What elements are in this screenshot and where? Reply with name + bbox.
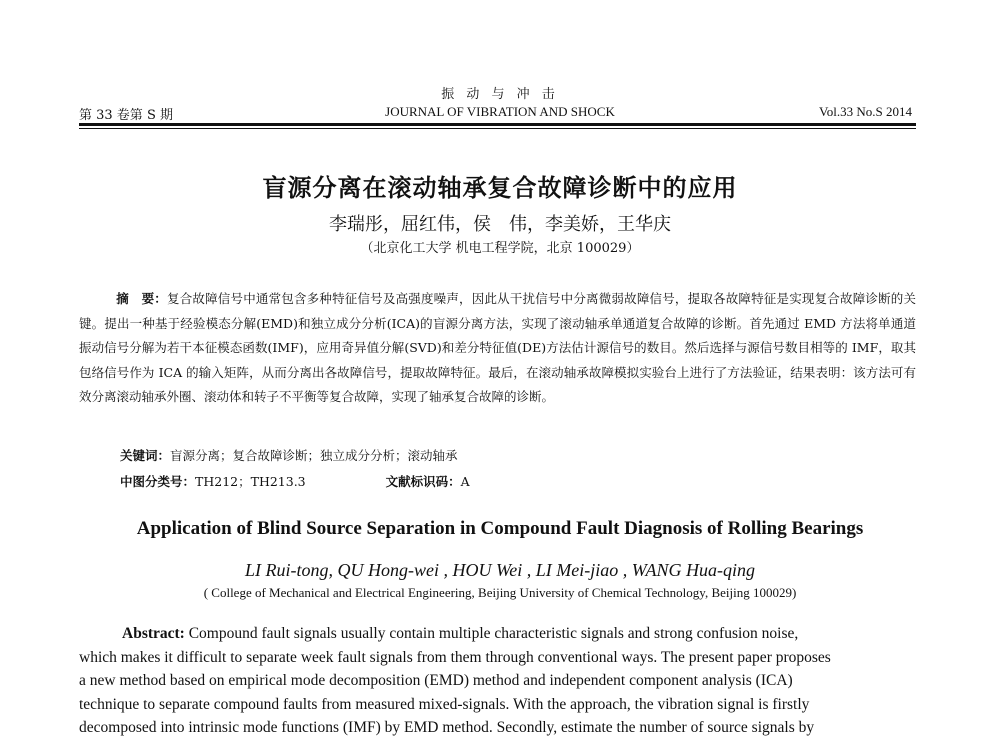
keywords-label: 关键词： <box>120 448 171 463</box>
abstract-cn-label: 摘 要： <box>116 291 167 306</box>
paper-title-en: Application of Blind Source Separation in Compound Fault Diagnosis of Rolling Bearings <box>136 518 864 539</box>
keywords-text: 盲源分离；复合故障诊断；独立成分分析；滚动轴承 <box>170 448 458 463</box>
authors-en: LI Rui-tong, QU Hong-wei , HOU Wei , LI Mei-jiao , WANG Hua-qing <box>244 560 756 580</box>
header-rule-thick <box>79 123 916 126</box>
volume-info: Vol.33 No.S 2014 <box>819 104 912 119</box>
doc-code-label: 文献标识码： <box>385 474 461 489</box>
abstract-en <box>79 622 916 740</box>
abstract-en-line: decomposed into intrinsic mode functions (IMF) by EMD method. Secondly, estimate the number of source signals by <box>79 719 815 736</box>
keywords-cn <box>120 446 458 464</box>
header-rule-thin <box>79 128 916 129</box>
abstract-en-line: which makes it difficult to separate week fault signals from them through conventional ways. The present paper proposes <box>79 648 831 666</box>
abstract-en-line: technique to separate compound faults from measured mixed-signals. With the approach, the vibration signal is firstly <box>79 695 810 713</box>
journal-name-en: JOURNAL OF VIBRATION AND SHOCK <box>385 104 615 119</box>
classification-label: 中图分类号： <box>120 474 196 489</box>
journal-name-cn: 振 动 与 冲 击 <box>441 87 559 102</box>
abstract-en-line: a new method based on empirical mode decomposition (EMD) method and independent component analysis (ICA) <box>79 672 793 689</box>
paper-title-cn: 盲源分离在滚动轴承复合故障诊断中的应用 <box>262 174 738 202</box>
affiliation-en: ( College of Mechanical and Electrical Engineering, Beijing University of Chemical Technology, Beijing 100029) <box>203 585 797 600</box>
abstract-en-line: Abstract: Compound fault signals usually contain multiple characteristic signals and strong confusion noise, <box>122 625 799 642</box>
abstract-en-label: Abstract: <box>122 625 185 642</box>
classification-line <box>120 472 470 490</box>
classification-value: TH212；TH213.3 <box>195 474 306 489</box>
authors-cn: 李瑞彤，屈红伟，侯 伟，李美娇，王华庆 <box>329 214 671 235</box>
abstract-cn <box>79 287 916 410</box>
affiliation-cn: （北京化工大学 机电工程学院，北京 100029） <box>360 241 640 256</box>
doc-code-value: A <box>460 474 470 489</box>
issue-cn: 第 33 卷第 S 期 <box>79 108 173 123</box>
abstract-cn-text: 复合故障信号中通常包含多种特征信号及高强度噪声，因此从干扰信号中分离微弱故障信号，提取各故障特征是实现复合故障诊断的关键。提出一种基于经验模态分解(EMD)和独立成分分析(ICA)的盲源分离方法，实现了滚动轴承单通道复合故障的诊断。首先通过 EMD 方法将单通道振动信号分解为若干本征模态函数(IMF)，应用奇异值分解(SVD)和差分特征值(DE)方法估计源信号的数目。然后选择与源信号数目相等的 IMF，取其包络信号作为 ICA 的输入矩阵，从而分离出各故障信号，提取故障特征。最后，在滚动轴承故障模拟实验台上进行了方法验证，结果表明：该方法可有效分离滚动轴承外圈、滚动体和转子不平衡等复合故障，实现了轴承复合故障的诊断。 <box>79 291 916 404</box>
